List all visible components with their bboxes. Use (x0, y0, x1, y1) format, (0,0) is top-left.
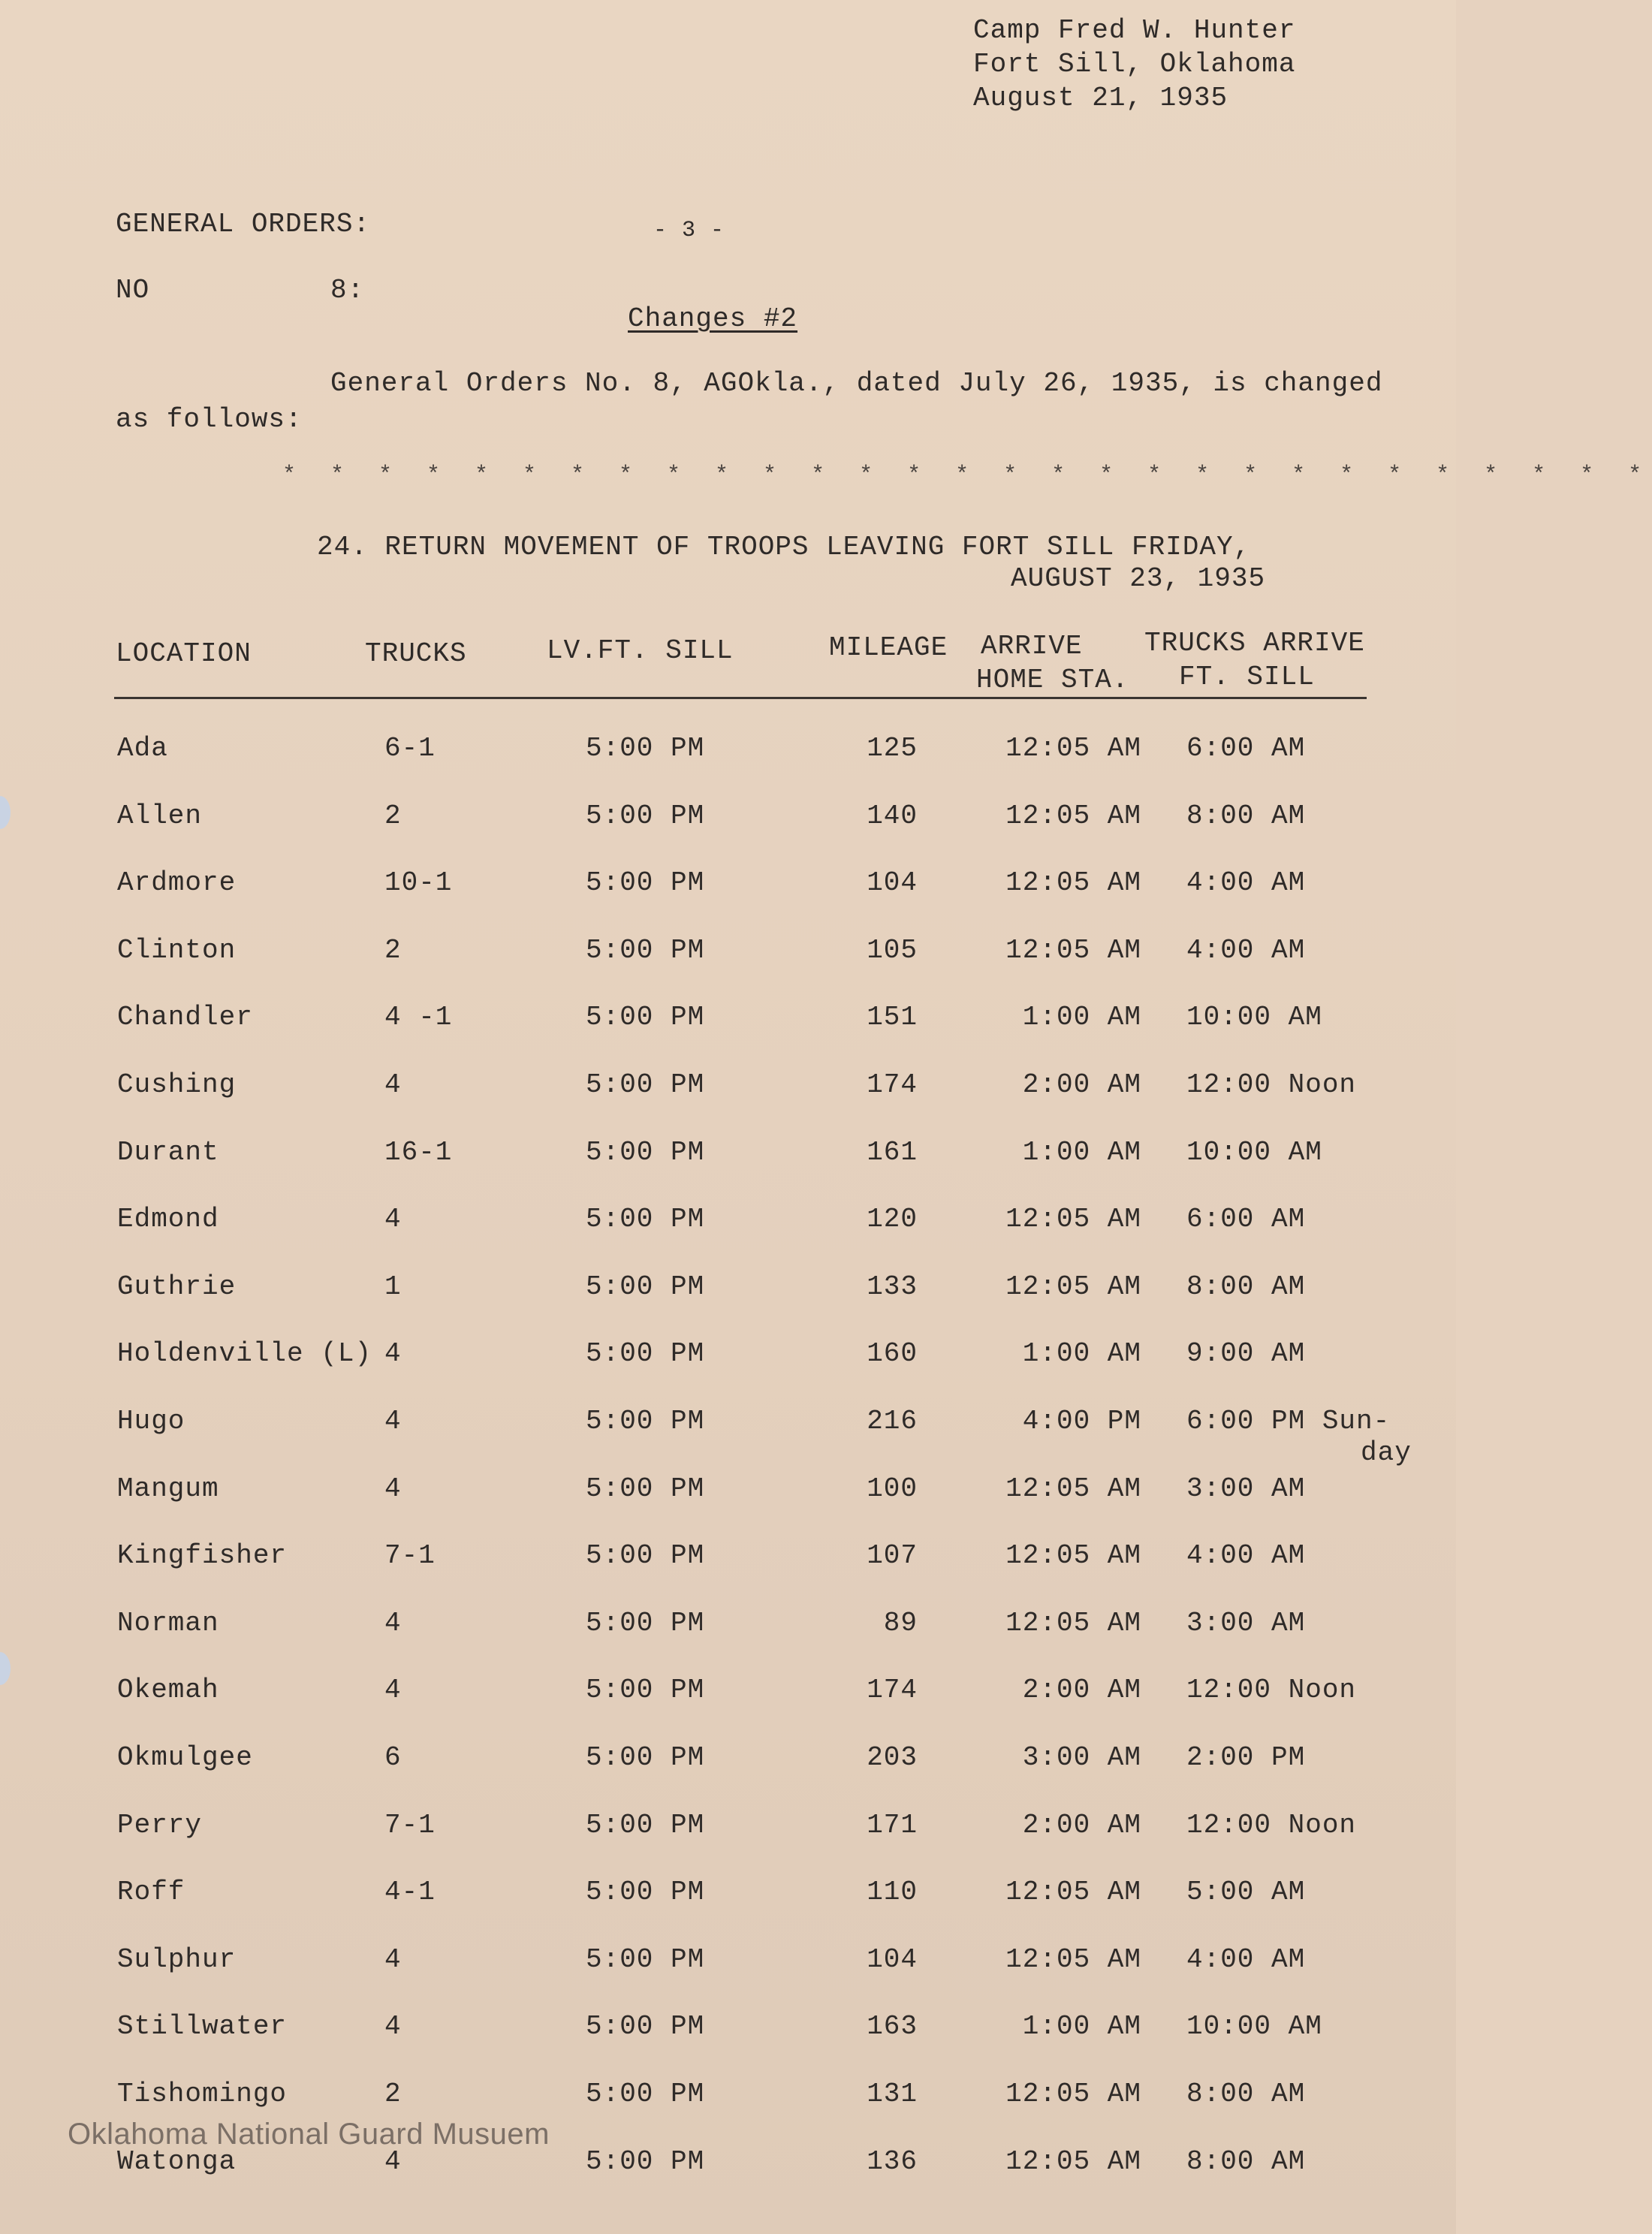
row-arrive-home: 12:05 AM (1005, 1540, 1141, 1571)
table-row (0, 1271, 1456, 1339)
row-location: Chandler (117, 1002, 253, 1033)
row-arrive-ft-sill: 5:00 AM (1186, 1877, 1306, 1907)
row-trucks: 4 (384, 1675, 402, 1705)
intro-line-1: General Orders No. 8, AGOkla., dated July 26, 1935, is changed (330, 368, 1383, 399)
row-arrive-ft-sill: 6:00 PM Sun- (1186, 1406, 1391, 1437)
row-arrive-ft-sill: 8:00 AM (1186, 800, 1306, 831)
row-arrive-home: 12:05 AM (1005, 733, 1141, 764)
row-mileage: 216 (867, 1406, 918, 1437)
row-location: Edmond (117, 1204, 219, 1235)
row-arrive-home: 12:05 AM (1005, 1204, 1141, 1235)
row-trucks: 4 (384, 1204, 402, 1235)
row-arrive-ft-sill: 8:00 AM (1186, 2146, 1306, 2177)
row-location: Okemah (117, 1675, 219, 1705)
row-trucks: 4 (384, 1608, 402, 1639)
column-header-leave: LV.FT. SILL (547, 635, 734, 666)
row-location: Watonga (117, 2146, 237, 2177)
row-leave-time: 5:00 PM (586, 1540, 705, 1571)
row-arrive-ft-sill: 10:00 AM (1186, 1002, 1322, 1033)
document-date: August 21, 1935 (973, 83, 1228, 113)
star-divider: * * * * * * * * * * * * * * * * * * * * * * * * * * * * * (282, 463, 1652, 488)
row-trucks: 4 (384, 1944, 402, 1975)
row-mileage: 160 (867, 1338, 918, 1369)
arrive-header-line-2: HOME STA. (976, 665, 1129, 695)
row-location: Allen (117, 800, 203, 831)
row-mileage: 125 (867, 733, 918, 764)
table-row (0, 1944, 1456, 2012)
row-leave-time: 5:00 PM (586, 2011, 705, 2042)
row-arrive-ft-sill: 10:00 AM (1186, 2011, 1322, 2042)
row-arrive-ft-sill: 4:00 AM (1186, 1540, 1306, 1571)
row-arrive-home: 12:05 AM (1005, 1944, 1141, 1975)
row-arrive-home: 1:00 AM (1022, 1137, 1141, 1168)
museum-watermark: Oklahoma National Guard Musuem (68, 2118, 550, 2151)
row-location: Clinton (117, 935, 237, 966)
row-location: Sulphur (117, 1944, 237, 1975)
row-leave-time: 5:00 PM (586, 1877, 705, 1907)
row-leave-time: 5:00 PM (586, 1406, 705, 1437)
section-heading-line-2: AUGUST 23, 1935 (1011, 563, 1266, 594)
row-location: Durant (117, 1137, 219, 1168)
row-location: Roff (117, 1877, 185, 1907)
row-leave-time: 5:00 PM (586, 2079, 705, 2109)
row-arrive-home: 12:05 AM (1005, 1271, 1141, 1302)
row-mileage: 203 (867, 1742, 918, 1773)
row-mileage: 151 (867, 1002, 918, 1033)
row-leave-time: 5:00 PM (586, 1271, 705, 1302)
row-arrive-home: 12:05 AM (1005, 800, 1141, 831)
row-trucks: 7-1 (384, 1540, 436, 1571)
row-location: Norman (117, 1608, 219, 1639)
table-row (0, 2146, 1456, 2214)
row-location: Perry (117, 1810, 203, 1841)
row-trucks: 6 (384, 1742, 402, 1773)
row-trucks: 4 (384, 1406, 402, 1437)
row-location: Holdenville (L) (117, 1338, 372, 1369)
row-mileage: 89 (883, 1608, 918, 1639)
row-arrive-home: 12:05 AM (1005, 2146, 1141, 2177)
row-trucks: 4 (384, 2011, 402, 2042)
row-trucks: 4 (384, 2146, 402, 2177)
intro-line-2: as follows: (116, 404, 303, 435)
table-row (0, 800, 1456, 868)
row-mileage: 100 (867, 1473, 918, 1504)
row-leave-time: 5:00 PM (586, 867, 705, 898)
trucks-arrive-header-line-2: FT. SILL (1179, 662, 1315, 692)
row-arrive-ft-sill-continued: day (1361, 1437, 1412, 1468)
table-row (0, 1002, 1456, 1069)
row-trucks: 2 (384, 935, 402, 966)
row-arrive-ft-sill: 8:00 AM (1186, 1271, 1306, 1302)
column-header-trucks-arrive (1144, 626, 1365, 694)
row-arrive-ft-sill: 3:00 AM (1186, 1608, 1306, 1639)
row-location: Hugo (117, 1406, 185, 1437)
table-row (0, 1742, 1456, 1810)
column-header-location: LOCATION (116, 638, 252, 669)
row-mileage: 136 (867, 2146, 918, 2177)
order-number-label: NO (116, 275, 150, 306)
changes-title: Changes #2 (628, 303, 798, 334)
row-mileage: 174 (867, 1675, 918, 1705)
row-trucks: 7-1 (384, 1810, 436, 1841)
row-leave-time: 5:00 PM (586, 1810, 705, 1841)
row-location: Mangum (117, 1473, 219, 1504)
row-arrive-home: 12:05 AM (1005, 867, 1141, 898)
column-header-mileage: MILEAGE (829, 632, 948, 663)
row-arrive-ft-sill: 6:00 AM (1186, 733, 1306, 764)
row-location: Ada (117, 733, 168, 764)
section-heading-line-1: 24. RETURN MOVEMENT OF TROOPS LEAVING FORT SILL FRIDAY, (317, 532, 1251, 562)
row-trucks: 2 (384, 2079, 402, 2109)
order-number-value: 8: (330, 275, 365, 306)
row-trucks: 1 (384, 1271, 402, 1302)
row-location: Okmulgee (117, 1742, 253, 1773)
row-leave-time: 5:00 PM (586, 1069, 705, 1100)
camp-name: Camp Fred W. Hunter (973, 15, 1296, 46)
row-arrive-home: 3:00 AM (1022, 1742, 1141, 1773)
row-arrive-ft-sill: 12:00 Noon (1186, 1069, 1357, 1100)
row-arrive-home: 12:05 AM (1005, 935, 1141, 966)
row-leave-time: 5:00 PM (586, 1338, 705, 1369)
row-arrive-home: 12:05 AM (1005, 2079, 1141, 2109)
row-arrive-ft-sill: 4:00 AM (1186, 935, 1306, 966)
letterhead (973, 14, 1295, 115)
row-leave-time: 5:00 PM (586, 1675, 705, 1705)
column-header-arrive (976, 629, 1129, 697)
row-trucks: 4 -1 (384, 1002, 453, 1033)
table-row (0, 867, 1456, 935)
row-arrive-ft-sill: 4:00 AM (1186, 1944, 1306, 1975)
table-row (0, 1473, 1456, 1541)
row-leave-time: 5:00 PM (586, 1608, 705, 1639)
row-leave-time: 5:00 PM (586, 1137, 705, 1168)
row-arrive-ft-sill: 12:00 Noon (1186, 1675, 1357, 1705)
row-arrive-home: 12:05 AM (1005, 1877, 1141, 1907)
row-mileage: 131 (867, 2079, 918, 2109)
table-row (0, 1810, 1456, 1877)
row-location: Tishomingo (117, 2079, 288, 2109)
row-leave-time: 5:00 PM (586, 1473, 705, 1504)
row-leave-time: 5:00 PM (586, 1002, 705, 1033)
row-arrive-home: 2:00 AM (1022, 1675, 1141, 1705)
row-leave-time: 5:00 PM (586, 1742, 705, 1773)
row-location: Guthrie (117, 1271, 237, 1302)
row-arrive-home: 1:00 AM (1022, 1002, 1141, 1033)
row-arrive-home: 1:00 AM (1022, 1338, 1141, 1369)
row-location: Stillwater (117, 2011, 288, 2042)
table-row (0, 2011, 1456, 2079)
row-leave-time: 5:00 PM (586, 935, 705, 966)
row-trucks: 4 (384, 1473, 402, 1504)
camp-location: Fort Sill, Oklahoma (973, 49, 1296, 80)
row-location: Ardmore (117, 867, 237, 898)
row-mileage: 171 (867, 1810, 918, 1841)
row-trucks: 2 (384, 800, 402, 831)
row-mileage: 161 (867, 1137, 918, 1168)
table-row (0, 935, 1456, 1002)
row-trucks: 6-1 (384, 733, 436, 764)
row-mileage: 110 (867, 1877, 918, 1907)
row-mileage: 133 (867, 1271, 918, 1302)
general-orders-label: GENERAL ORDERS: (116, 209, 371, 240)
row-arrive-ft-sill: 6:00 AM (1186, 1204, 1306, 1235)
row-trucks: 16-1 (384, 1137, 453, 1168)
table-row (0, 1069, 1456, 1137)
row-arrive-ft-sill: 9:00 AM (1186, 1338, 1306, 1369)
row-mileage: 140 (867, 800, 918, 831)
row-mileage: 107 (867, 1540, 918, 1571)
row-mileage: 163 (867, 2011, 918, 2042)
table-row (0, 1137, 1456, 1204)
row-mileage: 104 (867, 867, 918, 898)
row-leave-time: 5:00 PM (586, 800, 705, 831)
row-leave-time: 5:00 PM (586, 733, 705, 764)
table-row (0, 1608, 1456, 1675)
row-leave-time: 5:00 PM (586, 1944, 705, 1975)
row-arrive-ft-sill: 4:00 AM (1186, 867, 1306, 898)
header-rule (114, 697, 1367, 699)
row-arrive-ft-sill: 3:00 AM (1186, 1473, 1306, 1504)
table-row (0, 1540, 1456, 1608)
column-header-trucks: TRUCKS (365, 638, 467, 669)
arrive-header-line-1: ARRIVE (981, 631, 1083, 662)
row-trucks: 4 (384, 1069, 402, 1100)
row-leave-time: 5:00 PM (586, 1204, 705, 1235)
table-row (0, 1204, 1456, 1271)
row-arrive-ft-sill: 2:00 PM (1186, 1742, 1306, 1773)
row-leave-time: 5:00 PM (586, 2146, 705, 2177)
row-arrive-home: 4:00 PM (1022, 1406, 1141, 1437)
trucks-arrive-header-line-1: TRUCKS ARRIVE (1144, 628, 1365, 659)
row-arrive-home: 1:00 AM (1022, 2011, 1141, 2042)
row-trucks: 4-1 (384, 1877, 436, 1907)
row-mileage: 174 (867, 1069, 918, 1100)
row-trucks: 10-1 (384, 867, 453, 898)
row-arrive-home: 2:00 AM (1022, 1069, 1141, 1100)
table-row (0, 1338, 1456, 1406)
row-arrive-home: 12:05 AM (1005, 1608, 1141, 1639)
row-arrive-ft-sill: 10:00 AM (1186, 1137, 1322, 1168)
row-location: Kingfisher (117, 1540, 288, 1571)
table-row (0, 1877, 1456, 1944)
row-trucks: 4 (384, 1338, 402, 1369)
row-mileage: 104 (867, 1944, 918, 1975)
row-arrive-ft-sill: 12:00 Noon (1186, 1810, 1357, 1841)
row-location: Cushing (117, 1069, 237, 1100)
table-row (0, 733, 1456, 800)
row-arrive-home: 2:00 AM (1022, 1810, 1141, 1841)
row-mileage: 105 (867, 935, 918, 966)
row-mileage: 120 (867, 1204, 918, 1235)
table-row (0, 1675, 1456, 1742)
row-arrive-ft-sill: 8:00 AM (1186, 2079, 1306, 2109)
row-arrive-home: 12:05 AM (1005, 1473, 1141, 1504)
page-number-mark: - 3 - (653, 218, 725, 243)
table-row (0, 1406, 1456, 1473)
